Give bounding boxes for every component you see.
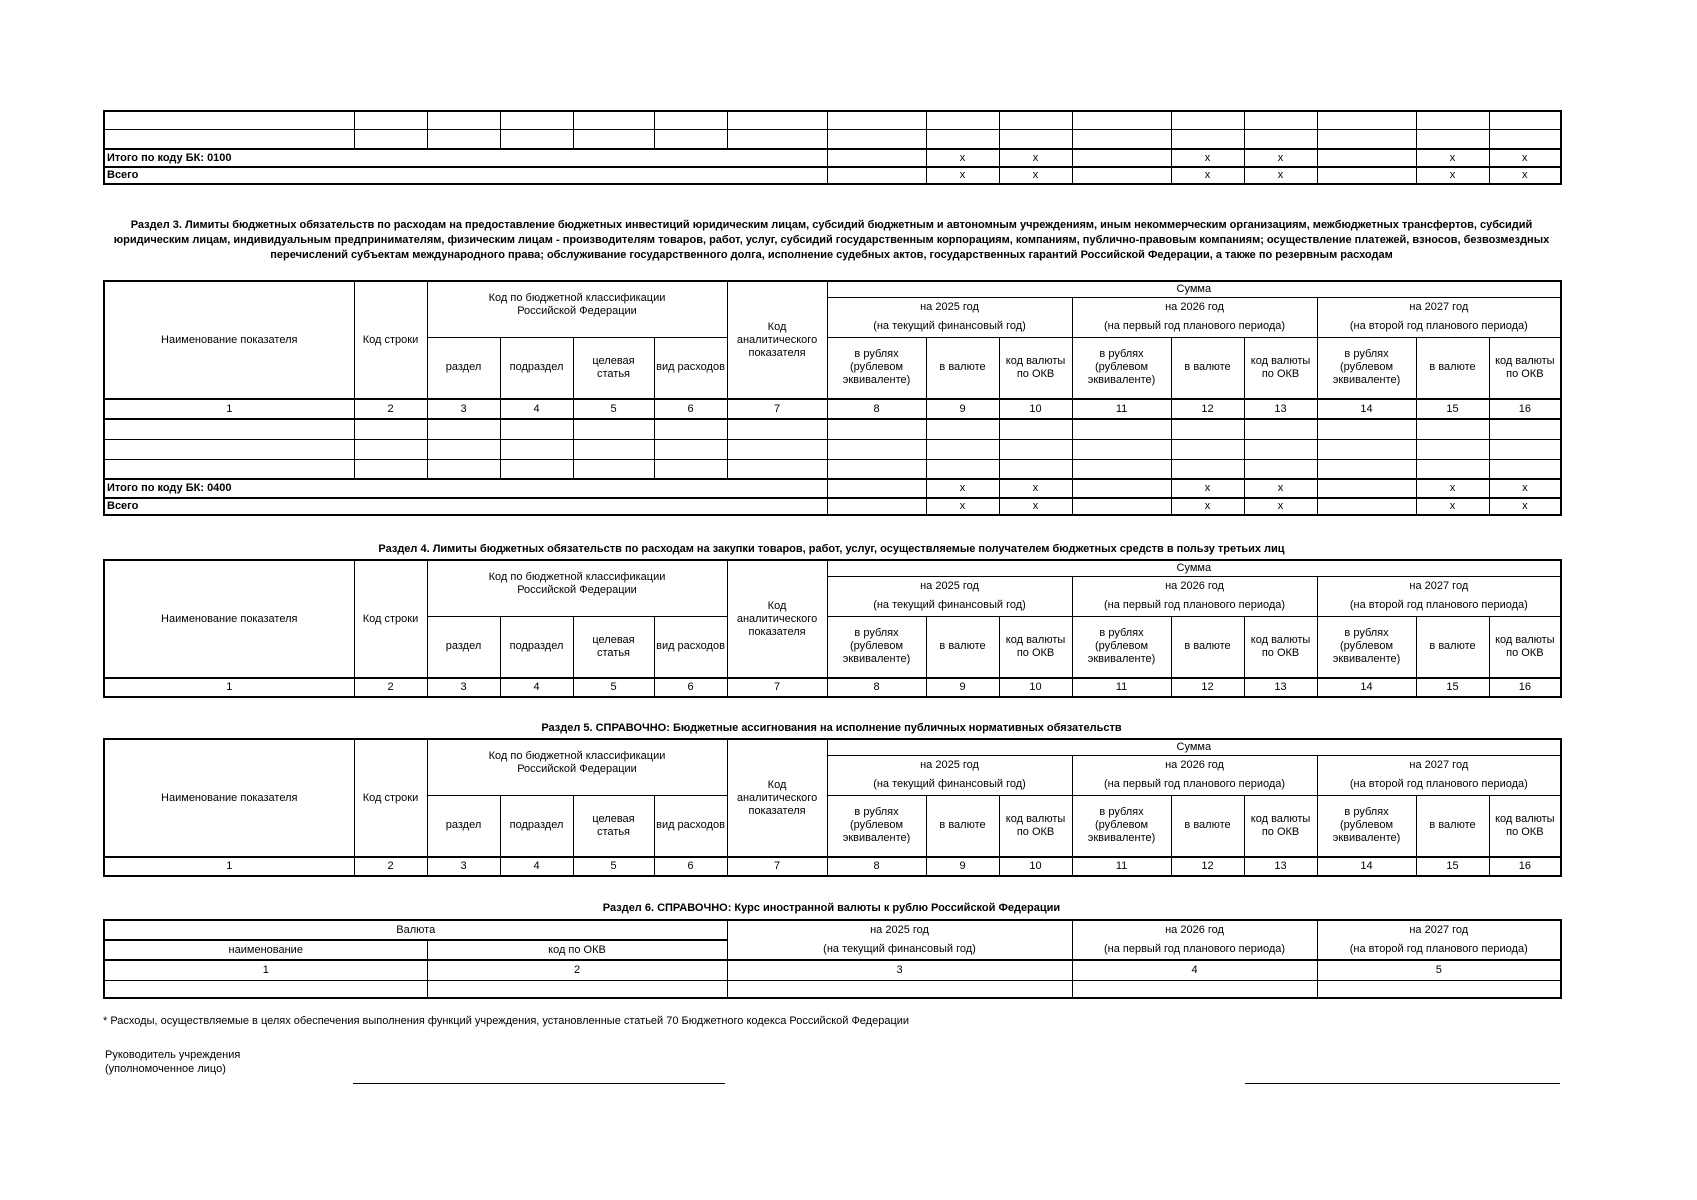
x-mark: x xyxy=(1489,498,1561,515)
subtotal-label: Итого по коду БК: 0100 xyxy=(104,149,827,167)
header-currency: в валюте xyxy=(1171,337,1244,399)
header-year-2026: на 2026 год xyxy=(1072,297,1317,317)
header-currency: в валюте xyxy=(926,337,999,399)
col-number: 3 xyxy=(427,857,500,876)
header-currency-group: Валюта xyxy=(104,920,727,940)
col-number: 7 xyxy=(727,678,827,697)
col-number: 4 xyxy=(500,857,573,876)
total-row xyxy=(104,167,1561,184)
header-analytic-code: Код аналитического показателя xyxy=(727,739,827,857)
col-number: 13 xyxy=(1244,678,1317,697)
header-currency: в валюте xyxy=(926,616,999,678)
x-mark: x xyxy=(1171,479,1244,498)
header-rub: в рублях (рублевом эквиваленте) xyxy=(827,795,926,857)
header-currency: в валюте xyxy=(1416,795,1489,857)
col-number: 3 xyxy=(727,960,1072,980)
col-number: 14 xyxy=(1317,399,1416,419)
col-number: 9 xyxy=(926,399,999,419)
signature-line xyxy=(353,1083,725,1084)
col-number: 11 xyxy=(1072,857,1171,876)
x-mark: x xyxy=(1244,479,1317,498)
col-number: 6 xyxy=(654,678,727,697)
header-currency-name: наименование xyxy=(104,940,427,960)
col-number: 14 xyxy=(1317,857,1416,876)
header-analytic-code: Код аналитического показателя xyxy=(727,560,827,678)
col-number: 12 xyxy=(1171,678,1244,697)
section4-title: Раздел 4. Лимиты бюджетных обязательств по расходам на закупки товаров, работ, услуг, осуществляемые получателем бюджетных средств в пользу третьих лиц xyxy=(378,543,1285,555)
x-mark: x xyxy=(999,149,1072,167)
col-number: 14 xyxy=(1317,678,1416,697)
column-numbers-row xyxy=(104,399,1561,419)
x-mark: x xyxy=(1244,149,1317,167)
header-year-2027: на 2027 год xyxy=(1317,297,1561,317)
col-number: 11 xyxy=(1072,399,1171,419)
table-row xyxy=(104,419,1561,439)
header-row-code: Код строки xyxy=(354,281,427,399)
col-number: 5 xyxy=(573,678,654,697)
header-okv: код по ОКВ xyxy=(427,940,727,960)
header-year-2027-sub: (на второй год планового периода) xyxy=(1317,317,1561,337)
header-rub: в рублях (рублевом эквиваленте) xyxy=(1072,616,1171,678)
header-row-code: Код строки xyxy=(354,739,427,857)
section4-table xyxy=(103,559,1562,698)
header-rub: в рублях (рублевом эквиваленте) xyxy=(1072,337,1171,399)
x-mark: x xyxy=(999,167,1072,184)
header-target-item: целевая статья xyxy=(573,616,654,678)
col-number: 6 xyxy=(654,399,727,419)
header-sum: Сумма xyxy=(827,281,1561,297)
header-rub: в рублях (рублевом эквиваленте) xyxy=(827,337,926,399)
header-sum: Сумма xyxy=(827,739,1561,755)
x-mark: x xyxy=(926,498,999,515)
col-number: 11 xyxy=(1072,678,1171,697)
x-mark: x xyxy=(1489,167,1561,184)
header-expense-type: вид расходов xyxy=(654,616,727,678)
table-row xyxy=(104,439,1561,459)
header-year-2025-sub: (на текущий финансовый год) xyxy=(727,940,1072,960)
col-number: 2 xyxy=(354,399,427,419)
col-number: 12 xyxy=(1171,399,1244,419)
signature-label xyxy=(105,1048,355,1076)
header-year-2026-sub: (на первый год планового периода) xyxy=(1072,940,1317,960)
header-year-2025: на 2025 год xyxy=(827,297,1072,317)
table-row xyxy=(104,111,1561,129)
total-label: Всего xyxy=(104,498,827,515)
col-number: 10 xyxy=(999,857,1072,876)
header-rub: в рублях (рублевом эквиваленте) xyxy=(827,616,926,678)
total-row xyxy=(104,498,1561,515)
column-numbers-row xyxy=(104,857,1561,876)
col-number: 9 xyxy=(926,857,999,876)
col-number: 7 xyxy=(727,399,827,419)
x-mark: x xyxy=(1489,479,1561,498)
header-sum: Сумма xyxy=(827,560,1561,576)
header-year-2026: на 2026 год xyxy=(1072,755,1317,775)
header-section: раздел xyxy=(427,616,500,678)
col-number: 5 xyxy=(573,857,654,876)
signature-line1: Руководитель учреждения xyxy=(105,1049,241,1061)
header-analytic-code: Код аналитического показателя xyxy=(727,281,827,399)
header-name: Наименование показателя xyxy=(104,281,354,399)
header-year-2027: на 2027 год xyxy=(1317,920,1561,940)
header-expense-type: вид расходов xyxy=(654,337,727,399)
x-mark: x xyxy=(1244,498,1317,515)
header-bk-code: Код по бюджетной классификации Российской Федерации xyxy=(427,281,727,337)
header-year-2025: на 2025 год xyxy=(827,576,1072,596)
col-number: 3 xyxy=(427,678,500,697)
section6-title: Раздел 6. СПРАВОЧНО: Курс иностранной валюты к рублю Российской Федерации xyxy=(602,902,1061,914)
col-number: 13 xyxy=(1244,857,1317,876)
header-rub: в рублях (рублевом эквиваленте) xyxy=(1317,616,1416,678)
header-rub: в рублях (рублевом эквиваленте) xyxy=(1072,795,1171,857)
header-year-2027-sub: (на второй год планового периода) xyxy=(1317,596,1561,616)
x-mark: x xyxy=(1416,498,1489,515)
col-number: 3 xyxy=(427,399,500,419)
header-year-2027-sub: (на второй год планового периода) xyxy=(1317,940,1561,960)
subtotal-row xyxy=(104,479,1561,498)
header-year-2027-sub: (на второй год планового периода) xyxy=(1317,775,1561,795)
col-number: 10 xyxy=(999,678,1072,697)
footnote: * Расходы, осуществляемые в целях обеспечения выполнения функций учреждения, установленные статьей 70 Бюджетного кодекса Российской Федерации xyxy=(103,1015,910,1027)
x-mark: x xyxy=(1171,498,1244,515)
col-number: 15 xyxy=(1416,678,1489,697)
header-year-2025-sub: (на текущий финансовый год) xyxy=(827,317,1072,337)
header-currency: в валюте xyxy=(1171,795,1244,857)
header-row-code: Код строки xyxy=(354,560,427,678)
x-mark: x xyxy=(1489,149,1561,167)
table-row xyxy=(104,459,1561,479)
header-target-item: целевая статья xyxy=(573,337,654,399)
header-section: раздел xyxy=(427,795,500,857)
header-year-2026: на 2026 год xyxy=(1072,920,1317,940)
header-okv-code: код валюты по ОКВ xyxy=(1489,616,1561,678)
header-subsection: подраздел xyxy=(500,795,573,857)
header-year-2027: на 2027 год xyxy=(1317,755,1561,775)
header-okv-code: код валюты по ОКВ xyxy=(1244,795,1317,857)
col-number: 1 xyxy=(104,678,354,697)
table-row xyxy=(104,980,1561,998)
header-okv-code: код валюты по ОКВ xyxy=(999,795,1072,857)
col-number: 16 xyxy=(1489,678,1561,697)
section3-title: Раздел 3. Лимиты бюджетных обязательств по расходам на предоставление бюджетных инвестиций юридическим лицам, субсидий бюджетным и автономным учреждениям, иным некоммерческим организациям, межбюджетных трансфертов, субсидий юридическим лицам, индивидуальным предпринимателям, физическим лицам - производителям товаров, работ, услуг, субсидий государственным корпорациям, компаниям, публично-правовым компаниям; осуществление платежей, взносов, безвозмездных перечислений субъектам международного права; обслуживание государственного долга, исполнение судебных актов, государственных гарантий Российской Федерации, а также по резервным расходам xyxy=(113,219,1550,261)
header-year-2025: на 2025 год xyxy=(827,755,1072,775)
column-numbers-row xyxy=(104,960,1561,980)
col-number: 4 xyxy=(1072,960,1317,980)
column-numbers-row xyxy=(104,678,1561,697)
header-bk-code: Код по бюджетной классификации Российской Федерации xyxy=(427,560,727,616)
header-year-2025: на 2025 год xyxy=(727,920,1072,940)
header-subsection: подраздел xyxy=(500,337,573,399)
x-mark: x xyxy=(999,479,1072,498)
x-mark: x xyxy=(1416,479,1489,498)
col-number: 2 xyxy=(354,857,427,876)
header-okv-code: код валюты по ОКВ xyxy=(1489,337,1561,399)
header-year-2025-sub: (на текущий финансовый год) xyxy=(827,596,1072,616)
x-mark: x xyxy=(1416,149,1489,167)
col-number: 5 xyxy=(1317,960,1561,980)
col-number: 8 xyxy=(827,399,926,419)
x-mark: x xyxy=(1171,149,1244,167)
col-number: 13 xyxy=(1244,399,1317,419)
col-number: 2 xyxy=(354,678,427,697)
section6-table xyxy=(103,919,1562,999)
header-rub: в рублях (рублевом эквиваленте) xyxy=(1317,337,1416,399)
header-currency: в валюте xyxy=(1416,616,1489,678)
col-number: 6 xyxy=(654,857,727,876)
header-okv-code: код валюты по ОКВ xyxy=(1244,337,1317,399)
header-okv-code: код валюты по ОКВ xyxy=(999,616,1072,678)
x-mark: x xyxy=(1171,167,1244,184)
header-target-item: целевая статья xyxy=(573,795,654,857)
col-number: 4 xyxy=(500,399,573,419)
header-year-2026: на 2026 год xyxy=(1072,576,1317,596)
col-number: 7 xyxy=(727,857,827,876)
header-okv-code: код валюты по ОКВ xyxy=(999,337,1072,399)
col-number: 9 xyxy=(926,678,999,697)
x-mark: x xyxy=(1416,167,1489,184)
header-bk-code: Код по бюджетной классификации Российской Федерации xyxy=(427,739,727,795)
header-year-2026-sub: (на первый год планового периода) xyxy=(1072,317,1317,337)
col-number: 4 xyxy=(500,678,573,697)
signature-line2: (уполномоченное лицо) xyxy=(105,1063,226,1075)
header-subsection: подраздел xyxy=(500,616,573,678)
header-name: Наименование показателя xyxy=(104,560,354,678)
header-section: раздел xyxy=(427,337,500,399)
header-okv-code: код валюты по ОКВ xyxy=(1244,616,1317,678)
col-number: 15 xyxy=(1416,857,1489,876)
x-mark: x xyxy=(999,498,1072,515)
header-currency: в валюте xyxy=(1416,337,1489,399)
header-name: Наименование показателя xyxy=(104,739,354,857)
header-year-2025-sub: (на текущий финансовый год) xyxy=(827,775,1072,795)
col-number: 1 xyxy=(104,399,354,419)
x-mark: x xyxy=(926,167,999,184)
section2-tail-table xyxy=(103,110,1562,185)
section5-title: Раздел 5. СПРАВОЧНО: Бюджетные ассигнования на исполнение публичных нормативных обязательств xyxy=(541,722,1122,734)
section3-table xyxy=(103,280,1562,516)
header-year-2026-sub: (на первый год планового периода) xyxy=(1072,596,1317,616)
header-year-2027: на 2027 год xyxy=(1317,576,1561,596)
col-number: 8 xyxy=(827,678,926,697)
signature-name-line xyxy=(1245,1083,1560,1084)
header-rub: в рублях (рублевом эквиваленте) xyxy=(1317,795,1416,857)
section5-table xyxy=(103,738,1562,877)
total-label: Всего xyxy=(104,167,827,184)
col-number: 8 xyxy=(827,857,926,876)
col-number: 16 xyxy=(1489,857,1561,876)
x-mark: x xyxy=(926,479,999,498)
header-expense-type: вид расходов xyxy=(654,795,727,857)
subtotal-label: Итого по коду БК: 0400 xyxy=(104,479,827,498)
header-currency: в валюте xyxy=(1171,616,1244,678)
col-number: 16 xyxy=(1489,399,1561,419)
col-number: 15 xyxy=(1416,399,1489,419)
x-mark: x xyxy=(926,149,999,167)
header-year-2026-sub: (на первый год планового периода) xyxy=(1072,775,1317,795)
header-currency: в валюте xyxy=(926,795,999,857)
col-number: 5 xyxy=(573,399,654,419)
col-number: 1 xyxy=(104,960,427,980)
col-number: 12 xyxy=(1171,857,1244,876)
header-okv-code: код валюты по ОКВ xyxy=(1489,795,1561,857)
col-number: 1 xyxy=(104,857,354,876)
table-row xyxy=(104,129,1561,149)
subtotal-row xyxy=(104,149,1561,167)
col-number: 2 xyxy=(427,960,727,980)
col-number: 10 xyxy=(999,399,1072,419)
x-mark: x xyxy=(1244,167,1317,184)
